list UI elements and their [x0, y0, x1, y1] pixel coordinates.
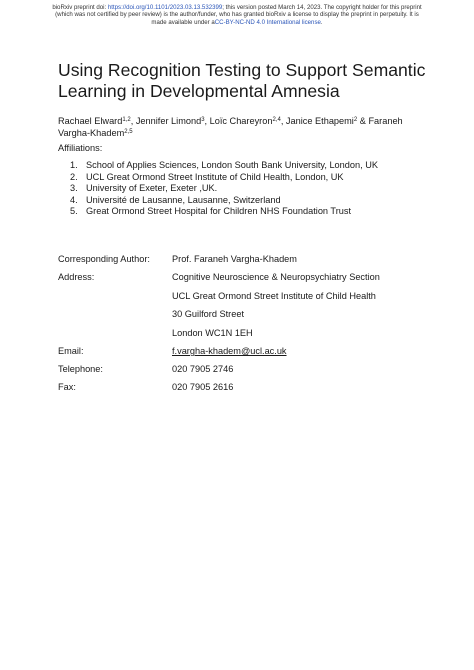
affiliation-number: 4.: [70, 194, 78, 205]
affiliation-item: [70, 206, 378, 218]
email-label: Email:: [58, 346, 84, 356]
author-affiliation-sup: 2,4: [272, 117, 281, 123]
affiliation-item: [70, 195, 378, 207]
header-prefix: bioRxiv preprint doi:: [52, 4, 108, 11]
author-separator: ,: [204, 116, 210, 126]
author-affiliation-sup: 3: [201, 117, 205, 123]
paper-title: Using Recognition Testing to Support Semantic Learning in Developmental Amnesia: [58, 60, 426, 101]
author-affiliation-sup: 2,5: [124, 129, 133, 135]
affiliation-text: School of Applies Sciences, London South Bank University, London, UK: [86, 160, 378, 170]
doi-link[interactable]: https://doi.org/10.1101/2023.03.13.532399: [107, 4, 223, 11]
author-name-part: Faraneh: [368, 116, 403, 126]
affiliation-item: [70, 183, 378, 195]
header-line1-rest: ; this version posted March 14, 2023. The copyright holder for this preprint: [222, 4, 422, 11]
affiliation-text: Université de Lausanne, Lausanne, Switzerland: [86, 194, 281, 205]
author-affiliation-sup: 1,2: [122, 117, 131, 123]
author-separator: ,: [280, 116, 286, 126]
author-list: [58, 115, 418, 139]
address-label: Address:: [58, 272, 95, 282]
address-line: Cognitive Neuroscience & Neuropsychiatry Section: [172, 272, 380, 282]
author-name-part: Vargha-Khadem: [58, 128, 125, 138]
corresponding-value: Prof. Faraneh Vargha-Khadem: [172, 254, 297, 264]
author-name: Jennifer Limond: [135, 116, 202, 126]
address-line: UCL Great Ormond Street Institute of Child Health: [172, 291, 376, 301]
author-affiliation-sup: 2: [353, 117, 358, 123]
email-link[interactable]: f.vargha-khadem@ucl.ac.uk: [172, 346, 287, 356]
telephone-label: Telephone:: [58, 364, 103, 374]
header-line-3: [22, 19, 452, 26]
affiliation-text: Great Ormond Street Hospital for Children NHS Foundation Trust: [86, 206, 352, 217]
license-link[interactable]: CC-BY-NC-ND 4.0 International license: [214, 18, 321, 26]
author-name: Rachael Elward: [58, 116, 123, 126]
author-separator: &: [357, 116, 369, 126]
header-line-2: (which was not certified by peer review) is the author/funder, who has granted bioRxiv a license to display the preprint in perpetuity. It is: [55, 11, 419, 19]
fax-value: 020 7905 2616: [172, 382, 234, 392]
fax-label: Fax:: [58, 382, 76, 392]
affiliation-number: 1.: [70, 160, 78, 170]
affiliation-item: [70, 160, 378, 172]
author-name: Janice Ethapemi: [285, 116, 354, 126]
header-line3-suffix: .: [320, 18, 323, 26]
author-separator: ,: [130, 116, 136, 126]
affiliation-number: 3.: [70, 183, 78, 194]
affiliations-label: Affiliations:: [58, 143, 103, 153]
affiliations-list: [70, 160, 378, 218]
preprint-header: [22, 4, 452, 26]
corresponding-label: Corresponding Author:: [58, 254, 150, 264]
address-line: London WC1N 1EH: [172, 328, 253, 338]
affiliation-item: [70, 172, 378, 184]
affiliation-text: UCL Great Ormond Street Institute of Child Health, London, UK: [86, 171, 344, 182]
header-line3-prefix: made available under a: [151, 18, 215, 26]
affiliation-number: 5.: [70, 206, 78, 217]
telephone-value: 020 7905 2746: [172, 364, 234, 374]
address-line: 30 Guilford Street: [172, 309, 245, 319]
author-name: Loïc Chareyron: [209, 116, 273, 126]
header-line-1: [22, 4, 452, 11]
affiliation-number: 2.: [70, 171, 78, 182]
affiliation-text: University of Exeter, Exeter ,UK.: [86, 183, 218, 194]
